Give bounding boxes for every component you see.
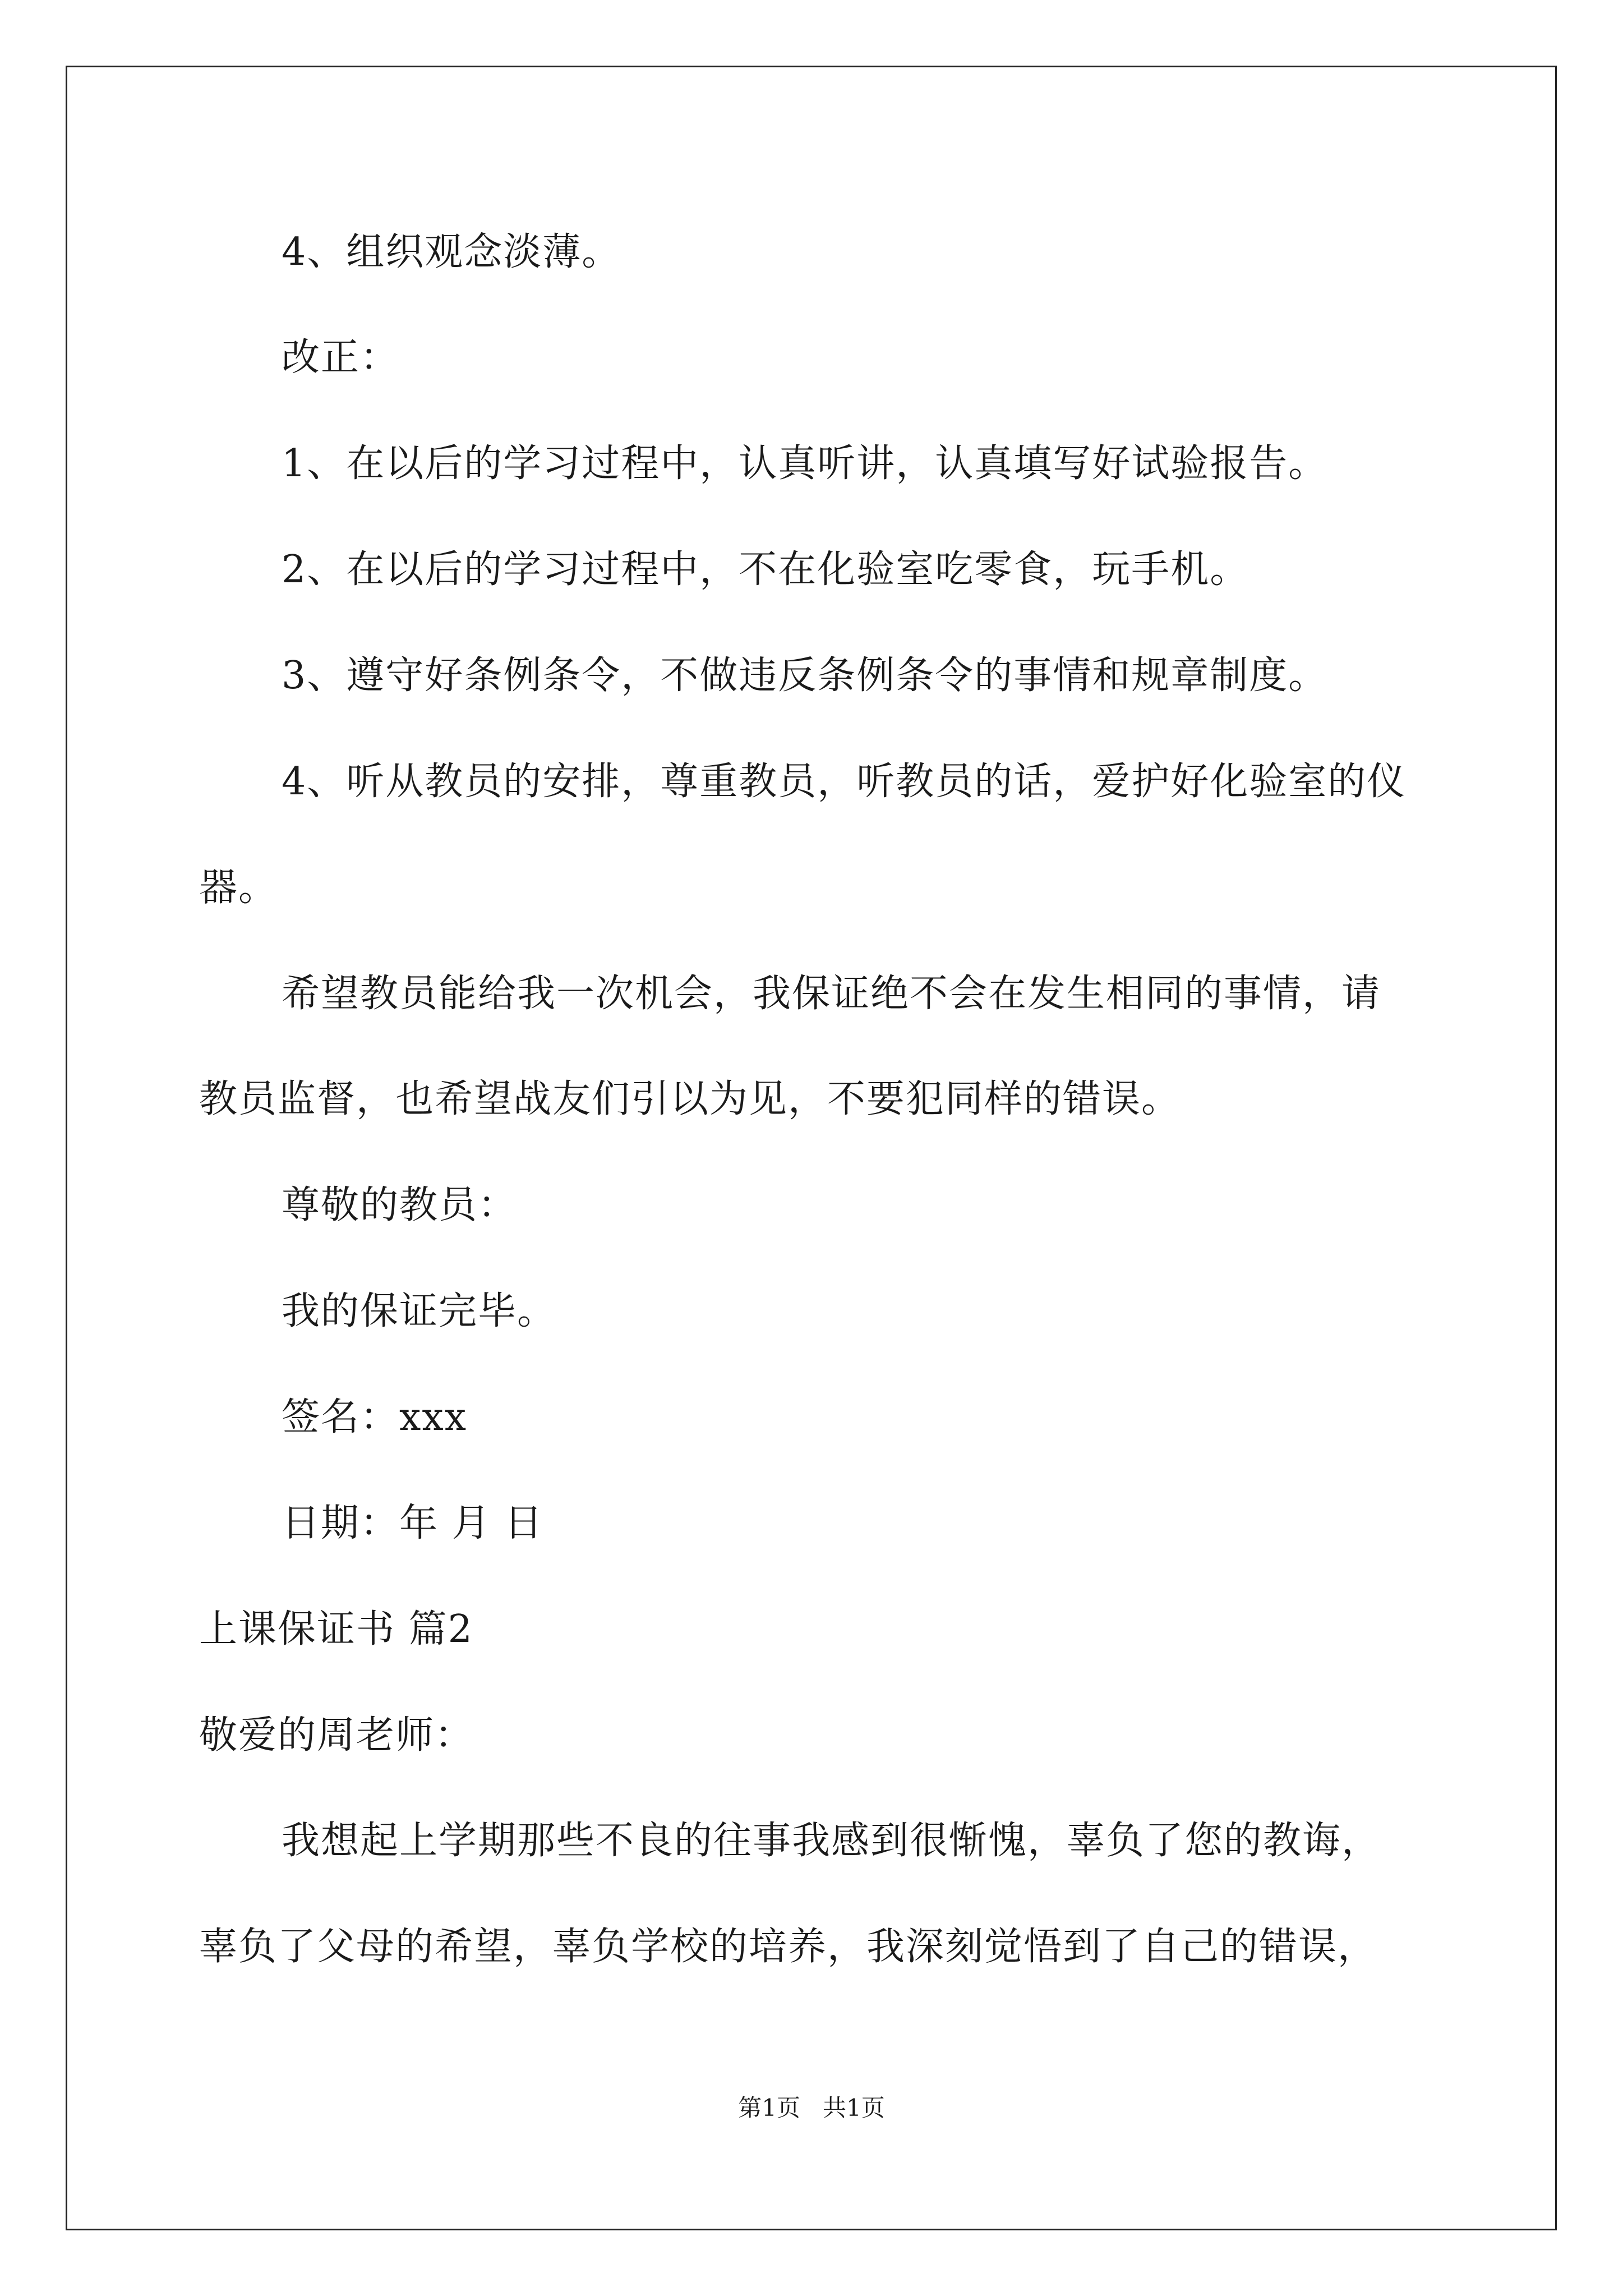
text-line: 我的保证完毕。: [282, 1289, 557, 1333]
text-line: 2、在以后的学习过程中，不在化验室吃零食，玩手机。: [282, 547, 1249, 592]
text-line: 日期：年 月 日: [282, 1501, 544, 1545]
salutation: 敬爱的周老师：: [199, 1713, 474, 1757]
text-line: 3、遵守好条例条令，不做违反条例条令的事情和规章制度。: [282, 654, 1328, 698]
text-line: 1、在以后的学习过程中，认真听讲，认真填写好试验报告。: [282, 441, 1328, 486]
text-line: 器。: [199, 866, 278, 910]
text-line: 签名：xxx: [282, 1395, 468, 1439]
page-number-footer: 第1页 共1页: [738, 2094, 885, 2122]
text-line: 尊敬的教员：: [282, 1183, 518, 1227]
text-line: 教员监督，也希望战友们引以为见，不要犯同样的错误。: [199, 1077, 1181, 1121]
text-line: 改正：: [282, 335, 400, 380]
text-line: 4、听从教员的安排，尊重教员，听教员的话，爱护好化验室的仪: [282, 760, 1407, 804]
page-border: [66, 66, 1557, 2230]
text-line: 希望教员能给我一次机会，我保证绝不会在发生相同的事情，请: [282, 972, 1381, 1016]
text-line: 4、组织观念淡薄。: [282, 230, 621, 274]
text-line: 我想起上学期那些不良的往事我感到很惭愧，辜负了您的教诲，: [282, 1819, 1381, 1863]
section-heading: 上课保证书 篇2: [199, 1607, 473, 1651]
text-line: 辜负了父母的希望，辜负学校的培养，我深刻觉悟到了自己的错误，: [199, 1925, 1377, 1969]
